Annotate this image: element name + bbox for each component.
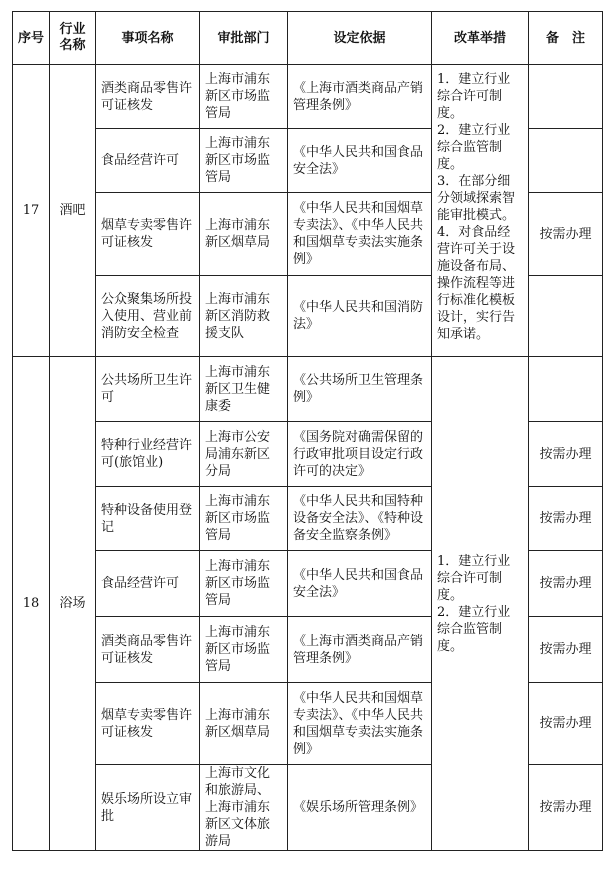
reform-cell: 1．建立行业综合许可制度。 2．建立行业综合监管制度。 3．在部分细分领域探索智能审批模式。 4．对食品经营许可关于设施设备布局、操作流程等进行标准化模板设计，实行告知承诺。 xyxy=(432,65,529,357)
remark-cell: 按需办理 xyxy=(529,765,603,851)
item-cell: 酒类商品零售许可证核发 xyxy=(96,65,200,129)
seq-cell: 18 xyxy=(13,357,50,851)
basis-cell: 《中华人民共和国烟草专卖法》、《中华人民共和国烟草专卖法实施条例》 xyxy=(288,193,432,276)
remark-cell: 按需办理 xyxy=(529,551,603,617)
seq-cell: 17 xyxy=(13,65,50,357)
basis-cell: 《中华人民共和国食品安全法》 xyxy=(288,551,432,617)
dept-cell: 上海市浦东新区卫生健康委 xyxy=(200,357,288,422)
dept-cell: 上海市浦东新区市场监管局 xyxy=(200,129,288,193)
item-cell: 公众聚集场所投入使用、营业前消防安全检查 xyxy=(96,276,200,357)
item-cell: 烟草专卖零售许可证核发 xyxy=(96,193,200,276)
item-cell: 烟草专卖零售许可证核发 xyxy=(96,683,200,765)
header-remark: 备 注 xyxy=(529,12,603,65)
header-seq: 序号 xyxy=(13,12,50,65)
basis-cell: 《上海市酒类商品产销管理条例》 xyxy=(288,65,432,129)
item-cell: 食品经营许可 xyxy=(96,129,200,193)
remark-cell: 按需办理 xyxy=(529,422,603,487)
item-cell: 食品经营许可 xyxy=(96,551,200,617)
dept-cell: 上海市公安局浦东新区分局 xyxy=(200,422,288,487)
approval-items-table xyxy=(12,11,603,851)
remark-cell xyxy=(529,129,603,193)
remark-cell: 按需办理 xyxy=(529,617,603,683)
industry-cell: 酒吧 xyxy=(50,65,96,357)
remark-cell xyxy=(529,65,603,129)
basis-cell: 《中华人民共和国烟草专卖法》、《中华人民共和国烟草专卖法实施条例》 xyxy=(288,683,432,765)
table-row xyxy=(13,65,603,129)
basis-cell: 《公共场所卫生管理条例》 xyxy=(288,357,432,422)
industry-cell: 浴场 xyxy=(50,357,96,851)
table-row xyxy=(13,357,603,422)
remark-cell xyxy=(529,357,603,422)
header-item: 事项名称 xyxy=(96,12,200,65)
dept-cell: 上海市文化和旅游局、上海市浦东新区文体旅游局 xyxy=(200,765,288,851)
dept-cell: 上海市浦东新区市场监管局 xyxy=(200,617,288,683)
header-industry: 行业 名称 xyxy=(50,12,96,65)
header-row xyxy=(13,12,603,65)
item-cell: 公共场所卫生许可 xyxy=(96,357,200,422)
header-dept: 审批部门 xyxy=(200,12,288,65)
dept-cell: 上海市浦东新区烟草局 xyxy=(200,683,288,765)
basis-cell: 《中华人民共和国特种设备安全法》、《特种设备安全监察条例》 xyxy=(288,487,432,551)
remark-cell: 按需办理 xyxy=(529,683,603,765)
dept-cell: 上海市浦东新区市场监管局 xyxy=(200,551,288,617)
dept-cell: 上海市浦东新区烟草局 xyxy=(200,193,288,276)
dept-cell: 上海市浦东新区消防救援支队 xyxy=(200,276,288,357)
remark-cell: 按需办理 xyxy=(529,487,603,551)
reform-cell: 1．建立行业综合许可制度。 2．建立行业综合监管制度。 xyxy=(432,357,529,851)
basis-cell: 《中华人民共和国食品安全法》 xyxy=(288,129,432,193)
remark-cell xyxy=(529,276,603,357)
basis-cell: 《娱乐场所管理条例》 xyxy=(288,765,432,851)
item-cell: 酒类商品零售许可证核发 xyxy=(96,617,200,683)
item-cell: 特种行业经营许可(旅馆业) xyxy=(96,422,200,487)
dept-cell: 上海市浦东新区市场监管局 xyxy=(200,487,288,551)
remark-cell: 按需办理 xyxy=(529,193,603,276)
header-basis: 设定依据 xyxy=(288,12,432,65)
item-cell: 特种设备使用登记 xyxy=(96,487,200,551)
dept-cell: 上海市浦东新区市场监管局 xyxy=(200,65,288,129)
basis-cell: 《中华人民共和国消防法》 xyxy=(288,276,432,357)
basis-cell: 《上海市酒类商品产销管理条例》 xyxy=(288,617,432,683)
basis-cell: 《国务院对确需保留的行政审批项目设定行政许可的决定》 xyxy=(288,422,432,487)
header-reform: 改革举措 xyxy=(432,12,529,65)
item-cell: 娱乐场所设立审批 xyxy=(96,765,200,851)
